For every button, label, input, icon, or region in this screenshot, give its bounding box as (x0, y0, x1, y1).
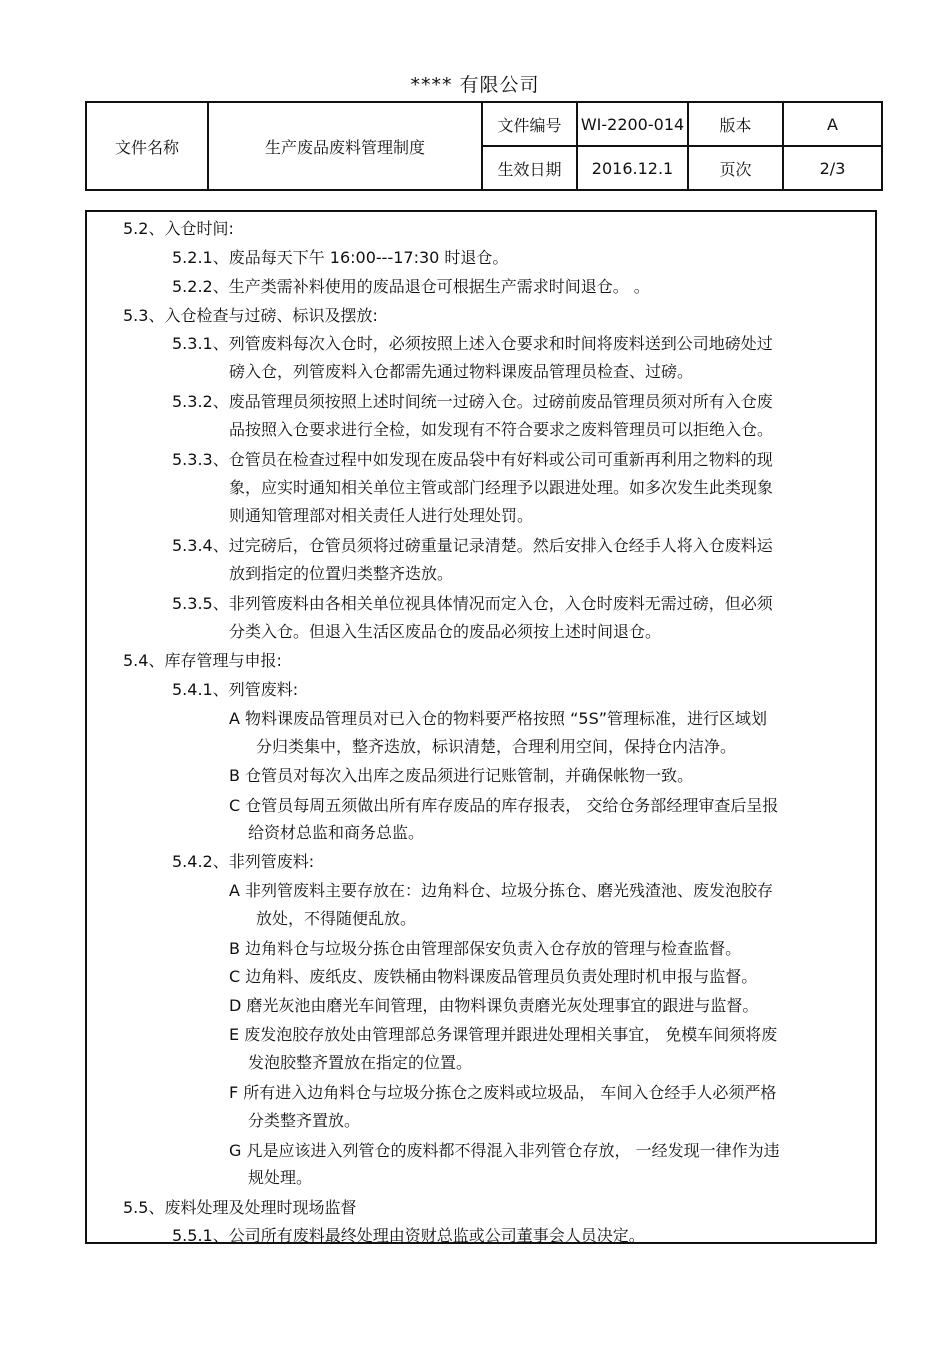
list-item-line: 分归类集中，整齐迭放，标识清楚，合理利用空间，保持仓内洁净。 (256, 737, 737, 756)
paragraph-line: 5.3.5、非列管废料由各相关单位视具体情况而定入仓，入仓时废料无需过磅，但必须 (172, 594, 773, 613)
list-item-line: 规处理。 (248, 1168, 313, 1187)
list-item-line: C 边角料、废纸皮、废铁桶由物料课废品管理员负责处理时机申报与监督。 (229, 967, 758, 986)
page-value: 2/3 (783, 146, 882, 190)
list-item-line: 给资材总监和商务总监。 (248, 823, 425, 842)
company-title: **** 有限公司 (410, 74, 540, 96)
list-item-line: C 仓管员每周五须做出所有库存废品的库存报表， 交给仓务部经理审查后呈报 (229, 796, 779, 815)
paragraph-line: 分类入仓。但退入生活区废品仓的废品必须按上述时间退仓。 (229, 622, 662, 641)
paragraph-line: 品按照入仓要求进行全检，如发现有不符合要求之废料管理员可以拒绝入仓。 (229, 420, 774, 439)
list-item-line: 放处，不得随便乱放。 (256, 909, 417, 928)
paragraph-line: 象，应实时通知相关单位主管或部门经理予以跟进处理。如多次发生此类现象 (229, 478, 774, 497)
paragraph-line: 5.3.2、废品管理员须按照上述时间统一过磅入仓。过磅前废品管理员须对所有入仓废 (172, 392, 773, 411)
list-item-line: B 仓管员对每次入出库之废品须进行记账管制，并确保帐物一致。 (229, 766, 694, 785)
list-item-line: A 非列管废料主要存放在：边角料仓、垃圾分拣仓、磨光残渣池、废发泡胶存 (229, 881, 774, 900)
doc-number-value: WI-2200-014 (577, 102, 688, 146)
doc-name-value: 生产废品废料管理制度 (208, 102, 482, 190)
list-item-line: 分类整齐置放。 (248, 1111, 361, 1130)
list-item-line: F 所有进入边角料仓与垃圾分拣仓之废料或垃圾品， 车间入仓经手人必须严格 (229, 1083, 777, 1102)
version-label: 版本 (688, 102, 783, 146)
paragraph-line: 5.3.4、过完磅后，仓管员须将过磅重量记录清楚。然后安排入仓经手人将入仓废料运 (172, 536, 773, 555)
list-item-line: D 磨光灰池由磨光车间管理，由物料课负责磨光灰处理事宜的跟进与监督。 (229, 996, 759, 1015)
section-heading: 5.2、入仓时间: (123, 219, 234, 238)
version-value: A (783, 102, 882, 146)
list-item-line: E 废发泡胶存放处由管理部总务课管理并跟进处理相关事宜， 免模车间须将废 (229, 1025, 778, 1044)
paragraph-line: 磅入仓，列管废料入仓都需先通过物料课废品管理员检查、过磅。 (229, 362, 694, 381)
paragraph-line: 5.2.2、生产类需补料使用的废品退仓可根据生产需求时间退仓。 。 (172, 277, 650, 296)
page-label: 页次 (688, 146, 783, 190)
paragraph-line: 5.4.2、非列管废料: (172, 852, 315, 871)
paragraph-line: 5.3.3、仓管员在检查过程中如发现在废品袋中有好料或公司可重新再利用之物料的现 (172, 450, 773, 469)
paragraph-line: 5.4.1、列管废料: (172, 680, 299, 699)
effective-date-value: 2016.12.1 (577, 146, 688, 190)
list-item-line: B 边角料仓与垃圾分拣仓由管理部保安负责入仓存放的管理与检查监督。 (229, 939, 742, 958)
list-item-line: 发泡胶整齐置放在指定的位置。 (248, 1053, 473, 1072)
document-header-table (85, 101, 883, 191)
paragraph-line: 则通知管理部对相关责任人进行处理处罚。 (229, 506, 534, 525)
list-item-line: G 凡是应该进入列管仓的废料都不得混入非列管仓存放， 一经发现一律作为违 (229, 1141, 780, 1160)
section-heading: 5.5、废料处理及处理时现场监督 (123, 1198, 357, 1217)
section-heading: 5.4、库存管理与申报: (123, 651, 282, 670)
paragraph-line: 放到指定的位置归类整齐迭放。 (229, 564, 454, 583)
doc-number-label: 文件编号 (482, 102, 577, 146)
effective-date-label: 生效日期 (482, 146, 577, 190)
section-heading: 5.3、入仓检查与过磅、标识及摆放: (123, 306, 378, 325)
paragraph-line: 5.3.1、列管废料每次入仓时，必须按照上述入仓要求和时间将废料送到公司地磅处过 (172, 334, 773, 353)
doc-name-label: 文件名称 (86, 102, 208, 190)
paragraph-line: 5.5.1、公司所有废料最终处理由资财总监或公司董事会人员决定。 (172, 1226, 645, 1245)
paragraph-line: 5.2.1、废品每天下午 16:00---17:30 时退仓。 (172, 248, 509, 267)
list-item-line: A 物料课废品管理员对已入仓的物料要严格按照 “5S”管理标准，进行区域划 (229, 709, 768, 728)
